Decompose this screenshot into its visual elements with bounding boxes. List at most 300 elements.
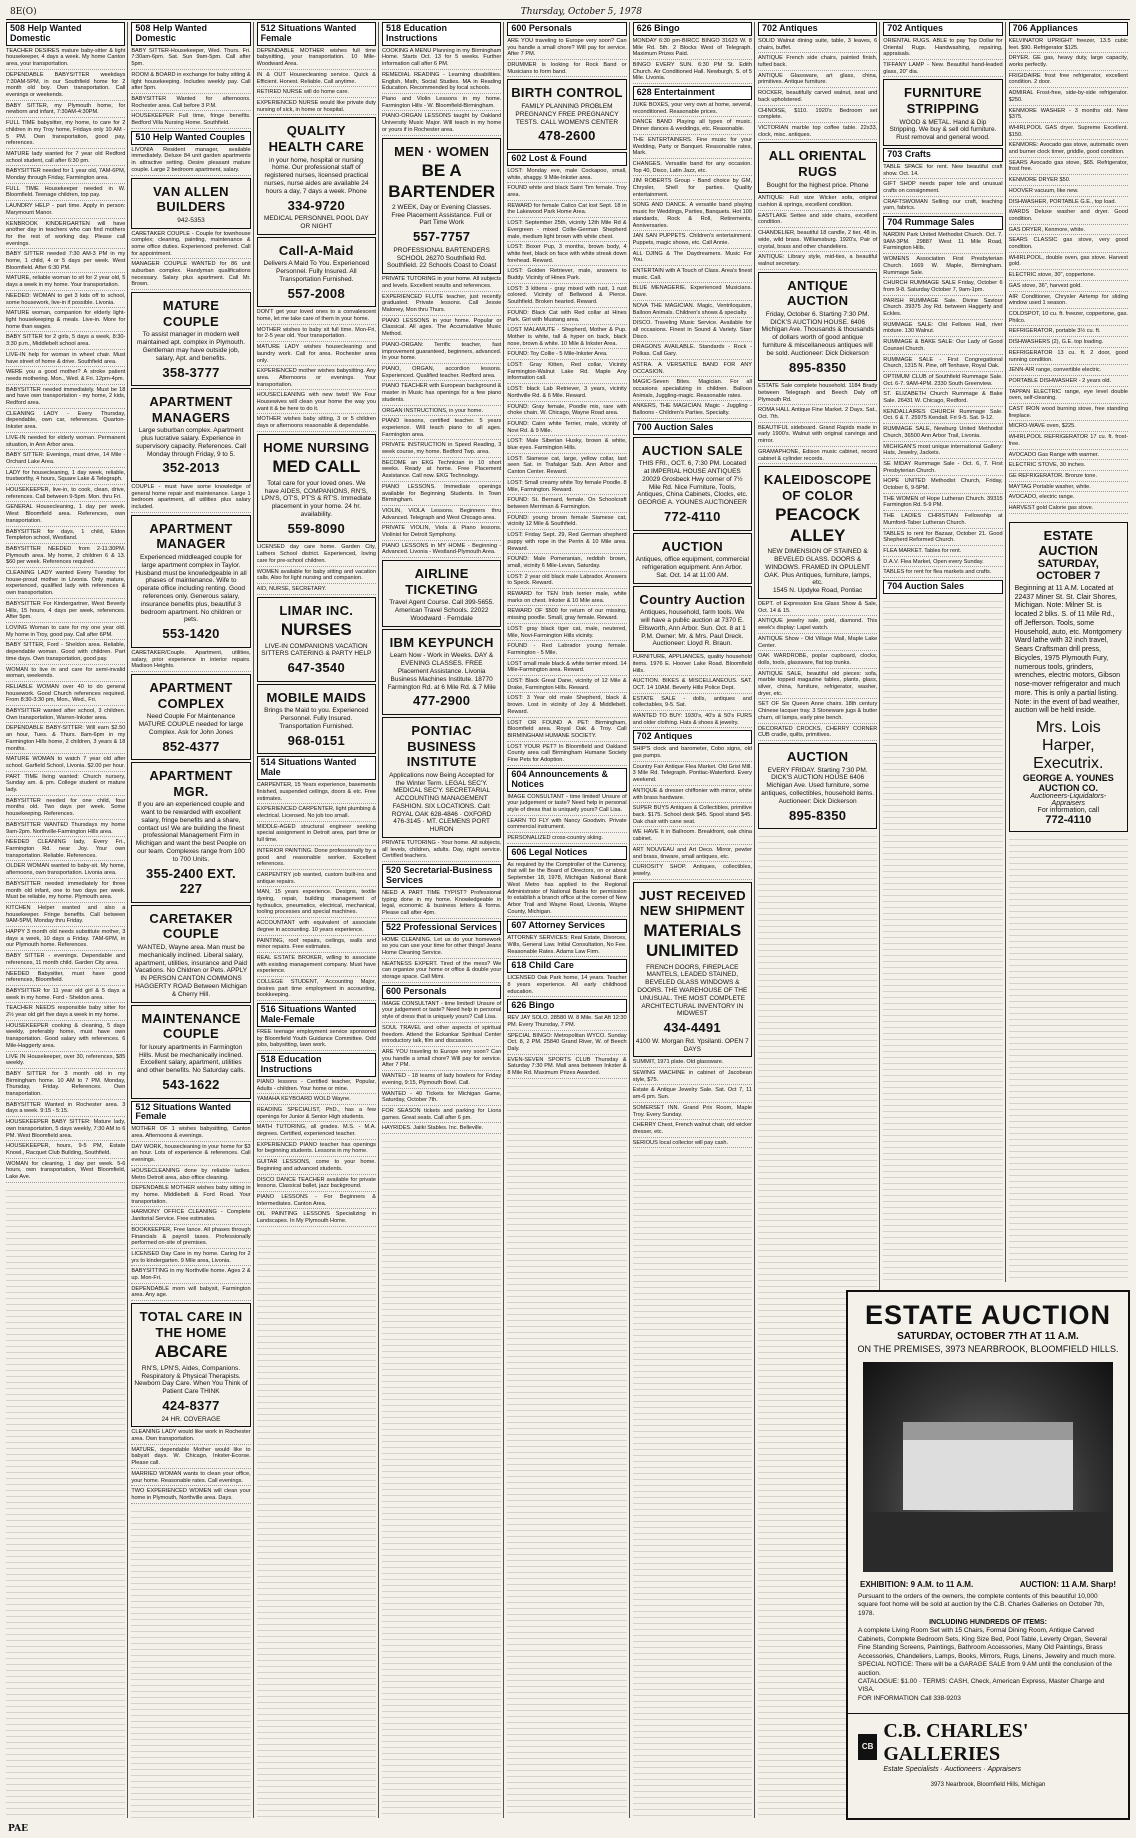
classified-ad: FOUND: Gray female, Poodle mix, rare with choke chain. W. Chicago, Wayne Road area. <box>507 404 626 419</box>
classified-column <box>257 22 379 1818</box>
classified-ad: FOUND: Toy Collie - 5 Mile-Inkster Area. <box>507 351 626 360</box>
section-header: 704 Auction Sales <box>883 580 1002 594</box>
estate-small-date: SATURDAY, OCTOBER 7 <box>1036 557 1101 582</box>
classified-ad: HOUSEKEEPER, hours, 9-5 PM, Estate Knowl., Racquet Club Building, Southfield. <box>6 1143 125 1158</box>
classified-ad: SEARS CLASSIC gas stove, very good condition. <box>1009 237 1128 252</box>
classified-ad: LOST YOUR PET? In Bloomfield and Oakland County area call Birmingham Humane Society Fine Pets for Adoption. <box>507 744 626 766</box>
display-ad <box>257 684 376 755</box>
classified-ad: ANTIQUE: Library style, mid-ties, a beautiful walnut secretary. <box>758 254 877 269</box>
display-ad-text: Delivers A Maid To You. Experienced Personnel. Fully Insured. All Transportation Furnished. <box>263 260 370 283</box>
classified-ad: LIVE-IN help for woman in wheel chair. Must have street of home & drive. Southfield area. <box>6 352 125 367</box>
classified-ad: NOVA THE MAGICIAN. Magic, Ventriloquism, Balloon Animals. Children's shows & specialty. <box>633 303 752 318</box>
classified-ad: ST. ELIZABETH Church Rummage & Bake Sale. 26431 W. Chicago, Redford. <box>883 391 1002 406</box>
classified-ad: LOST: 2 year old black male Labrador. Answers to Speck. Reward. <box>507 574 626 589</box>
section-header: 706 Appliances <box>1009 22 1128 36</box>
column-continuation <box>883 596 1002 1282</box>
classified-ad: LADY for housecleaning, 1 day week, reliable, trustworthy, 4 hours, Square Lake & Telegraph. <box>6 470 125 485</box>
estate-auction-date: SATURDAY, OCTOBER 7TH AT 11 A.M. <box>897 1331 1079 1342</box>
section-header: 522 Professional Services <box>382 921 501 935</box>
gallery-logo-icon: CB <box>858 1734 877 1760</box>
classified-ad: WOMENS Association First Presbyterian Church. 1669 W. Maple, Birmingham. Rummage Sale. <box>883 256 1002 278</box>
classified-ad: LICENSED day care home. Garden City, Lathers School district. Experienced, loving care for pre-school children. <box>257 544 376 566</box>
classified-ad: AVOCADO, electric range. <box>1009 494 1128 503</box>
section-header: 700 Auction Sales <box>633 421 752 435</box>
display-ad-name: CARETAKER COUPLE <box>149 910 233 942</box>
classified-ad: EASTLAKE Settee and side chairs, excellent condition. <box>758 213 877 228</box>
classified-ad: CLEANING LADY wanted Every Tuesday for house-proud mother in Livonia. Only mature, experienced, qualified lady with references & own transportation. <box>6 570 125 599</box>
classified-ad: MOTHER OF 1 wishes babysitting, Canton area. Afternoons & evenings. <box>131 1126 250 1141</box>
classified-ad: BABYSITTER needed immediately. Must be 18 and have own transportation - my home, 2 kids, Redford area. <box>6 387 125 409</box>
classified-ad: CURIOSITY SHOP. Antiques, collectibles, jewelry. <box>633 864 752 879</box>
classified-ad: CHINOISE, $110. 1920's Bedroom set complete. <box>758 108 877 123</box>
classified-ad: IMAGE CONSULTANT - time limited! Unsure of your judgement or taste? Need help in personal style of dress that is uniquely yours? Call Lisa. <box>382 1001 501 1023</box>
classified-ad: SE MIDAY Rummage Sale - Oct. 6, 7. First Presbyterian Church. <box>883 461 1002 476</box>
display-ad-name: FURNITURE STRIPPING <box>904 85 982 116</box>
classified-ad: HARMONY OFFICE CLEANING - Complete Janitorial Service. Free estimates. <box>131 1209 250 1224</box>
display-ad-line: 24 HR. COVERAGE <box>161 1415 221 1423</box>
classified-ad: RUMMAGE SALE: Old Fellows Hall, river mixture. 130 Walnut. <box>883 322 1002 337</box>
classified-ad: PIANO-ORGAN LESSONS taught by Oakland University Music Major. Will teach in my home or yours if in Rochester area. <box>382 113 501 135</box>
classified-ad: HOOVER vacuum, like new. <box>1009 188 1128 197</box>
classified-ad: IMAGE CONSULTANT - time limited! Unsure of your judgement or taste? Need help in personal style of dress that is uniquely yours? Call Lisa. <box>507 794 626 816</box>
display-ad-name: Country Auction <box>639 591 746 607</box>
classified-ad: LOST: Friday Sept. 29, Red German shepherd puppy with rope in the Perrin & 10 Mile area. Reward. <box>507 532 626 554</box>
bottom-mark: PAE <box>8 1824 28 1834</box>
classified-ad: GENERAL Housecleaning, 1 day per week. West Bloomfield area. References, own transportation. <box>6 504 125 526</box>
classified-ad: DANCE BAND Playing all types of music. Dinner dances & weddings, etc. Reasonable. <box>633 119 752 134</box>
classified-ad: MAGIC-Seven Bites. Magician. For all occasions specializing in children. Balloon Animals, Juggling-magic. Reasonable rates. <box>633 379 752 401</box>
classified-ad: PRIVATE VIOLIN, Viola & Piano lessons. Violinist for Detroit Symphony. <box>382 525 501 540</box>
section-header: 508 Help Wanted Domestic <box>131 22 250 46</box>
classified-ad: MATURE, dependable Mother would like to babysit days. W. Chicago, Inkster-Ecorse. Please call. <box>131 1447 250 1469</box>
classified-ad: BABY SITTER for 2 girls, 5 days a week, 8:30-3:30 p.m., Middlebelt school area. <box>6 334 125 349</box>
gallery-tagline: Estate Specialists · Auctioneers · Appraisers <box>883 1766 1021 1774</box>
classified-ad: ENTERTAIN with A Touch of Class. Area's finest music. Call. <box>633 268 752 283</box>
section-header: 518 Education Instructions <box>382 22 501 46</box>
classified-ad: WOMEN available for baby sitting and vacation calls. Also for light nursing and companion. <box>257 569 376 584</box>
column-continuation <box>6 1185 125 1818</box>
display-ad-line: PROFESSIONAL BARTENDERS SCHOOL 26270 Southfield Rd. Southfield. 22 Schools Coast to Coast <box>386 246 497 270</box>
display-ad-name: HOME NURSING <box>263 439 370 455</box>
classified-ad: BABYSITTER for 11 year old girl & 5 days a week in my home. Ford - Sheldon area. <box>6 988 125 1003</box>
classified-ad: FULL TIME Housekeeper needed in W. Bloomfield. Teenage children, top pay. <box>6 186 125 201</box>
classified-ad: BABYSITTER Wanted in Rochester area. 3 days a week. 9:15 - 5:15. <box>6 1102 125 1117</box>
display-ad-phone: 477-2900 <box>412 693 471 709</box>
estate-small-role: Auctioneers-Liquidators-Appraisers <box>1030 793 1107 807</box>
display-ad-phone: 358-3777 <box>162 364 220 380</box>
display-ad-name: AUCTION <box>661 538 723 554</box>
classified-ad: RELIABLE WOMAN over 40 to do general housework. Good Church references required. From 8:30-3:30 pm, Mon., Wed., Fri. <box>6 684 125 706</box>
display-ad-huge: NURSES <box>280 620 352 640</box>
classified-ad: NARDIN Park United Methodist Church. Oct. 7. 9AM-3PM. 29887 West 11 Mile Road, Farmington Hills. <box>883 232 1002 254</box>
classified-ad: PRIVATE INSTRUCTION in Speed Reading, 3 week course, my home. Bedford Twp. area. <box>382 442 501 457</box>
classified-ad: HOUSECLEANING done by reliable ladies. Metro Detroit area, also office cleaning. <box>131 1168 250 1183</box>
classified-ad: COUPLE - must have some knowledge of general home repair and maintenance. Large 1 bedroom apartment, all utilities plus salary included. <box>131 484 250 513</box>
classified-ad: REFRIGERATOR 13 cu. ft. 2 door, good running condition. <box>1009 350 1128 365</box>
section-header: 602 Lost & Found <box>507 152 626 166</box>
display-ad <box>382 560 501 627</box>
classified-ad: DAY WORK, housecleaning in your home for $3 an hour. Lots of experience & references. Call evenings. <box>131 1144 250 1166</box>
gallery-logo-row <box>848 1713 1128 1779</box>
classified-ad: CLEANING LADY would like work in Rochester area. Own transportation. <box>131 1429 250 1444</box>
classified-ad: MATURE LADY wishes housecleaning and laundry work. Call for area. Rochester area only. <box>257 344 376 366</box>
classified-ad: TABLE SPACE for rent. New beautiful craft show. Oct. 14. <box>883 164 1002 179</box>
classified-ad: MONDAY 6:30 pm-BIRCC BINGO 31623 W. 8 Mile Rd. 5th. 2 Blocks West of Telegraph. Maximum Prizes Paid. <box>633 38 752 60</box>
classified-ad: GAS stove, 36", harvest gold. <box>1009 283 1128 292</box>
classified-ad: AIR Conditioner, Chrysler Airtemp for sliding window used 1 season. <box>1009 294 1128 309</box>
classified-ad: PAINTING, roof repairs, ceilings, walls and minor repairs. Free estimates. <box>257 938 376 953</box>
display-ad-name: MEN · WOMEN <box>394 143 490 159</box>
estate-small-executrix: Mrs. Lois Harper, Executrix. <box>1033 719 1104 772</box>
classified-ad: SUPER BUYS Antiques & Collectibles, primitive back. $175. School desk $45. Spool stand $45. Oak chair with cane seat. <box>633 805 752 827</box>
classified-ad: JAN SAN PUPPETS. Children's entertainment. Puppets, magic shows, etc. Call Annie. <box>633 233 752 248</box>
classified-ad: AID, NURSE, SECRETARY. <box>257 586 376 595</box>
display-ad-text: Learn Now - Work in Weeks. DAY & EVENING CLASSES. FREE Placement Assistance. Livonia Business Machines Institute. 18770 Farmington Rd. at 6 Mile Rd. & 7 Mile <box>387 652 496 691</box>
classified-ad: READING SPECIALIST, PhD., has a few openings for Junior & Senior High students. <box>257 1107 376 1122</box>
classified-ad: EXPERIENCED CARPENTER, light plumbing & electrical. Licensed. No job too small. <box>257 806 376 821</box>
display-ad-text: FRENCH DOORS, FIREPLACE MANTELS, LEADED STAINED, BEVELED GLASS WINDOWS & DOORS. THE WAREHOUSE OF THE UNUSUAL. THE MOST COMPLETE ARCHITECTURAL INVENTORY IN MIDWEST <box>637 963 748 1018</box>
classified-ad: SEWING MACHINE in cabinet of Jacobean style, $75. <box>633 1070 752 1085</box>
classified-ad: REWARD OF $500 for return of our missing, missing poodle. Small, gray female. Reward. <box>507 608 626 623</box>
classified-ad: SOLID Walnut dining suite, table, 3 leaves, 6 chairs, buffet. <box>758 38 877 53</box>
classified-ad: ROOM & BOARD in exchange for baby sitting & light housekeeping. Includes weekly pay. Call after 5pm. <box>131 72 250 94</box>
display-ad-text: THIS FRI., OCT. 6, 7:30 PM. Located at IMPERIAL HOUSE ANTIQUES 20029 Grosbeck Hwy corner of 7½ Mile Rd. Nice Furniture, Tools, Antiques, China Cabinets, Clocks, etc. GEORGE A. YOUNES AUCTIONEER <box>637 460 748 507</box>
display-ad <box>633 882 752 1058</box>
display-ad <box>507 79 626 150</box>
section-header: 510 Help Wanted Couples <box>131 131 250 145</box>
column-continuation <box>507 1081 626 1818</box>
display-ad-phone: 559-8090 <box>287 520 345 536</box>
classified-ad: LOST: gray black tiger cat, male, neutered, Mile, Novi-Farmington Hills vicinity. <box>507 626 626 641</box>
display-ad-name: AIRLINE TICKETING <box>405 566 479 597</box>
classified-ad: COLDSPOT, 10 cu. ft. freezer, coppertone, gas. Philco. <box>1009 311 1128 326</box>
classified-ad: FOUND - Red Labrador young female. Farmington - 5 Mile. <box>507 643 626 658</box>
classified-ad: ART NOUVEAU and Art Deco. Mirror, pewter and brass, tinware, small antiques, etc. <box>633 847 752 862</box>
classified-ad: LOST: Monday eve, male Cockapoo, small, white, shaggy. 9 Mile-Inkster area. <box>507 168 626 183</box>
display-ad-text: EVERY FRIDAY. Starting 7:30 PM. DICK'S AUCTION HOUSE 6406 Michigan Ave. Used furniture, some antiques, collectibles, household items. Auctioneer: Dick Dickerson <box>761 766 874 805</box>
classified-ad: CHERRY Chest, French walnut chair, old wicker dresser, etc. <box>633 1122 752 1137</box>
auction-details: Pursuant to the orders of the owners, the complete contents of this beautiful 10,000 square foot home will be sold at auction by the C.B. Charles Galleries on October 7th, 1978. INCLUDING HUNDREDS OF ITEMS: A complete Living Room Set with 15 Chairs, Formal Dining Room, Antique Carved Cabinets, Complete Bedroom Sets, King Size Bed, Pool Table, Leverty Organ, Several Fine Standing Screens, Paintings, Bathroom Accessories, Many Old Paintings, Brass Accessories, Chandeliers, Lamps, Books, Mirrors, Rugs, Linens, Jewelry and much more. SPECIAL NOTICE: There will be a GARAGE SALE from 9 AM until the conclusion of the auction. CATALOGUE: $1.00 · TERMS: CASH, Check, American Express, Master Charge and VISA. FOR INFORMATION Call 338-9203 <box>848 1589 1128 1707</box>
classified-column <box>382 22 504 1818</box>
display-ad-name: APARTMENT MGR. <box>149 768 233 799</box>
classified-ad: KENDALLAIRES CHURCH Rummage Sale. Oct. 6 & 7. 25975 Kendall. Fri 9-5. Sat. 9-12. <box>883 409 1002 424</box>
classified-ad: OPTIMUM CLUB of Southfield Rummage Sale. Oct. 6-7. 9AM-4PM. 2330 South Greenview. <box>883 374 1002 389</box>
estate-small-phone: 772-4110 <box>1045 814 1092 826</box>
section-header: 520 Secretarial-Business Services <box>382 864 501 888</box>
display-ad-name: TOTAL CARE IN THE HOME <box>139 1309 243 1340</box>
classified-ad: CHANGES. Versatile band for any occasion. Top 40, Disco, Latin Jazz, etc. <box>633 161 752 176</box>
classified-ad: MAN, 15 years experience. Designs, textile dyeing, repair, building management of hydraulics, pneumatics, electrical, mechanical, tooling processes and special machines. <box>257 889 376 918</box>
classified-ad: FRIGIDAIRE frost free refrigerator, excellent condition. 2 door. <box>1009 73 1128 88</box>
classified-ad: REWARD for TEN Irish terrier male, white marks on chest. Inkster & 10 Mile area. <box>507 591 626 606</box>
classified-ad: DEPENDABLE MOTHER wishes full time babysitting, your transportation. 10 Mile-Woodward Area. <box>257 48 376 70</box>
classified-ad: TABLES for rent for flea markets and crafts. <box>883 569 1002 578</box>
section-header: 600 Personals <box>507 22 626 36</box>
display-ad-name: AUCTION SALE <box>641 442 743 458</box>
display-ad-name: MATURE COUPLE <box>162 298 220 329</box>
classified-ad: PIANO-ORGAN: Terrific teacher, fast improvement guaranteed, beginners, advanced. In your home. <box>382 342 501 364</box>
classified-ad: ANTIQUE jewelry sale, gold, diamond. This week's display: Lapel watch. <box>758 618 877 633</box>
classified-ad: NEEDED: WOMAN to get 3 kids off to school, some housework, live-in if possible. Livonia. <box>6 293 125 308</box>
display-ad-phone: 557-7757 <box>412 229 471 245</box>
classified-ad: EXPERIENCED NURSE would like private duty nursing of sick, in home or hospital. <box>257 100 376 115</box>
page-number: 8E(O) <box>10 6 37 17</box>
classified-ad: WOMAN to live in and care for semi-invalid woman, weekends. <box>6 667 125 682</box>
classified-ad: HOUSEKEEPER BABY SITTER: Mature lady, own transportation, 5 days weekly, 7:30 AM to 6 PM. West Bloomfield area. <box>6 1119 125 1141</box>
estate-auction-location: ON THE PREMISES, 3973 NEARBROOK, BLOOMFIELD HILLS. <box>857 1344 1119 1354</box>
display-ad-text: Need Couple For Maintenance MATURE COUPLE needed for large Complex. Ask for John Jones <box>138 713 244 736</box>
display-ad-text: Antiques, household, farm tools. We will have a public auction at 7370 E. Ellsworth, Ann Arbor. Sun. Oct. 8 at 1 P.M. Owner: Mr. & Mrs. Paul Dreck. Auctioneer: Lloyd R. Braun. <box>638 609 746 648</box>
classified-ad: MATURE lady wanted for 7 year old Redford school student, call after 6:30 pm. <box>6 151 125 166</box>
info-phone: FOR INFORMATION Call 338-9203 <box>858 1694 961 1702</box>
display-ad <box>758 466 877 599</box>
classified-ad: EXPERIENCED FLUTE teacher, just recently graduated. Private lessons. Call Jessie Maloney, Mon thru Thurs. <box>382 294 501 316</box>
classified-ad: FURNITURE, APPLIANCES, quality household items. 1976 E. Hoover Lake Road. Bloomfield Hills. <box>633 654 752 676</box>
classified-ad: LICENSED Day Care in my home. Caring for 2 yrs to kindergarten. 9 Mile area, Livonia. <box>131 1251 250 1266</box>
classified-ad: DISHWASHERS (2), G.E. top loading. <box>1009 339 1128 348</box>
classified-ad: LOST: Black Great Dane, vicinity of 12 Mile & Drake, Farmington Hills. Reward. <box>507 678 626 693</box>
display-ad-phone: 895-8350 <box>788 807 847 823</box>
classified-ad: MAYTAG Portable washer, white. <box>1009 484 1128 493</box>
display-ad-name: AUCTION <box>786 748 849 764</box>
classified-ad: FULL TIME babysitter, my home, to care for 2 children in my Troy home, Fridays only 10 AM - 5 PM. Own transportation, good pay, references. <box>6 120 125 149</box>
classified-ad: JIM ROBERTS Group - Band choice by GM, Chrysler, Shell for parties. Quality entertainment. <box>633 178 752 200</box>
classified-ad: LOST: 3 Year old male Shepherd, black & brown. Lost in vicinity of Joy & Middlebelt. Reward. <box>507 695 626 717</box>
display-ad-name: BIRTH CONTROL <box>511 85 623 101</box>
estate-small-auctioneer: GEORGE A. YOUNES AUCTION CO. <box>1022 773 1114 793</box>
classified-column <box>1009 22 1130 1282</box>
classified-ad: SET OF Six Queen Anne chairs. 18th century Chinese lacquer tray. 3 Stoneware jugs & butter churn, oil lamps, early pine bench. <box>758 701 877 723</box>
classified-ad: BINGO EVERY SUN. 6:30 PM St. Edith Church. Air Conditioned Hall. Newburgh, S. of 5 Mile. Livonia. <box>633 62 752 84</box>
classified-ad: WANTED - 40 Tickets for Michigan Game, Saturday, October 7th. <box>382 1091 501 1106</box>
classified-ad: ESTATE SALE - dolls, antiques and collectables, 9-5. Sat. <box>633 696 752 711</box>
section-header: 626 Bingo <box>633 22 752 36</box>
display-ad-name: Call-A-Maid <box>278 242 354 258</box>
classified-ad: PIANO, ORGAN, accordion lessons. Experienced. Qualified teacher. Redford area. <box>382 366 501 381</box>
display-ad <box>382 717 501 838</box>
classified-ad: HAPPY 3 month old needs substitute mother, 3 days a week, 10 days a Friday. 7AM-6PM, in our Plymouth home. References. <box>6 929 125 951</box>
classified-ad: FOUND: Cairn white Terrier, male, vicinity of Novi Rd. & 9 Mile. <box>507 421 626 436</box>
classified-ad: KENMORE DRYER $50. <box>1009 177 1128 186</box>
classified-ad: BABYSITTER needed immediately for three month old infant, one to two days per week. Must be reliable, my home. Plymouth area. <box>6 881 125 903</box>
display-ad-text: Antiques, office equipment, commercial refrigeration equipment. Ann Arbor. Sat. Oct. 14 at 11:00 AM. <box>635 556 749 579</box>
section-header: 702 Antiques <box>758 22 877 36</box>
estate-small-title: ESTATE AUCTION <box>1038 527 1098 558</box>
auction-time: AUCTION: 11 A.M. Sharp! <box>1019 1580 1116 1589</box>
classified-ad: LAUNDRY HELP - part time. Apply in person: Marymount Manor. <box>6 203 125 218</box>
classified-ad: WHIRLPOOL GAS dryer. Supreme Excellent. $150. <box>1009 125 1128 140</box>
classified-column <box>633 22 755 1818</box>
classified-ad: DRAGONS AVAILABLE. Standards - Rock - Polkas. Call Gary. <box>633 344 752 359</box>
display-ad-phone: 478-2600 <box>538 128 596 144</box>
classified-ad: OLDER WOMAN wanted to baby-sit. My home, afternoons, own transportation. Livonia area. <box>6 863 125 878</box>
classified-ad: CARPENTER, 15 Years experience, basements finished, suspended ceilings, doors & etc. Free estimates. <box>257 782 376 804</box>
classified-ad: ELECTRIC stove, 30", coppertone. <box>1009 272 1128 281</box>
classified-ad: FOR SEASON tickets and parking for Lions games. Great seats. Call after 6 pm. <box>382 1108 501 1123</box>
classified-ad: RUMMAGE & BAKE SALE: Our Lady of Good Counsel Church. <box>883 339 1002 354</box>
section-header: 512 Situations Wanted Female <box>257 22 376 46</box>
display-ad-line: 942-5353 <box>177 216 205 224</box>
classified-ad: REFRIGERATOR, portable 3½ cu. ft. <box>1009 328 1128 337</box>
classified-ad: DISHWASHER, PORTABLE G.E., top load. <box>1009 199 1128 208</box>
classified-ad: CRAFTSWOMAN Selling our craft, teaching yarn, fabrics. <box>883 199 1002 214</box>
display-ad-phone: 772-4110 <box>663 508 721 524</box>
classified-ad: DON'T get your loved ones to a convalescent home, let me take care of them in your home. <box>257 309 376 324</box>
classified-ad: HOUSEKEEPER, live-in, to cook, clean, drive, references. Call between 9-5pm. Mon. thru Fri. <box>6 487 125 502</box>
display-ad <box>257 117 376 234</box>
display-ad-text: LIVE-IN COMPANIONS VACATION SITTERS CATERING & PARTY HELP <box>261 642 372 658</box>
auction-item-list: A complete Living Room Set with 15 Chairs, Formal Dining Room, Antique Carved Cabinets, Complete Bedroom Sets, King Size Bed, Pool Table, Leverty Organ, Several Fine Standing Screens, Paintings, Bathroom Accessories, Many Old Paintings, Brass Accessories, Chandeliers, Lamps, Books, Mirrors, Rugs, Linens, Jewelry and much more. <box>858 1627 1116 1660</box>
classified-ad: ANTIQUE & dresser chiffonier with mirror, white with brass hardware. <box>633 788 752 803</box>
classified-ad: BABY SITTER-Housekeeper, Wed. Thurs. Fri. 7:30am-6pm. Sat. Sun 9am-5pm. Call after 5pm. <box>131 48 250 70</box>
display-ad-text: Experienced middleaged couple for large apartment complex in Taylor. Husband must be knowledgeable in all phases of maintenance. Wife to operate office including renting. Good references only. Generous salary, insurance benefits plus, beautiful 3 bedroom apartment. No children or pets. <box>135 554 247 624</box>
classified-ad: REV JAY SOLO. 28580 W. 8 Mile. Sat Aft 12:30 PM. Every Thursday, 7 PM. <box>507 1015 626 1030</box>
auction-times <box>860 1580 1116 1589</box>
classified-ad: OAK WARDROBE, poplar cupboard, clocks, dolls, tools, glassware, flat top trunks. <box>758 653 877 668</box>
estate-auction-title: ESTATE AUCTION <box>865 1300 1111 1330</box>
display-ad-big: MATERIALS UNLIMITED <box>643 920 742 961</box>
classified-ad: LOST: Male Siberian Husky, brown & white, blue eyes. Farmington Hills. <box>507 438 626 453</box>
classified-ad: LOST small male black & white terrier mixed. 14 Mile-Farmington area. Reward. <box>507 661 626 676</box>
classified-ad: AUCTION. BIKES & MISCELLANEOUS. SAT. OCT. 14 10AM. Beverly Hills Police Dept. <box>633 678 752 693</box>
classified-ad: WANTED - 18 teams of lady bowlers for Friday evening, 9:15, Plymouth Bowl. Call. <box>382 1073 501 1088</box>
special-notice: SPECIAL NOTICE: There will be a GARAGE SALE from 9 AM until the conclusion of the auction. <box>858 1661 1112 1677</box>
display-ad <box>131 515 250 648</box>
classified-ad: ANTIQUE Show - Old Village Mall, Maple Lake Center. <box>758 636 877 651</box>
classified-ad: WARDS Deluxe washer and dryer. Good condition. <box>1009 209 1128 224</box>
display-ad-text: Large suburban complex. Apartment plus lucrative salary. Experience in supervisory capacity. References. Call Monday through Friday, 9 to 5. <box>135 427 247 458</box>
classified-ad: PIANO LESSONS in MY HOME - Beginning - Advanced. Livonia - Westland-Plymouth Area. <box>382 543 501 558</box>
classified-ad: YAMAHA KEYBOARD WOLD Wayne. <box>257 1096 376 1105</box>
classified-ad: RETIRED NURSE will do home care. <box>257 89 376 98</box>
display-ad-name: LIMAR INC. <box>279 602 354 618</box>
section-header: 704 Rummage Sales <box>883 216 1002 230</box>
classified-ad: GE REFRIGERATOR. Bronze tone. <box>1009 473 1128 482</box>
classified-ad: Estate & Antique Jewelry Sale. Sat. Oct 7, 11 am-6 pm. Sun. <box>633 1087 752 1102</box>
display-ad-phone: 553-1420 <box>162 626 220 642</box>
display-ad <box>257 597 376 682</box>
classified-ad: LEARN TO FLY with Nancy Goodwin. Private commercial instrument. <box>507 818 626 833</box>
column-continuation <box>633 1150 752 1818</box>
classified-ad: Piano and Violin Lessons in my home. Farmington Hills - W. Bloomfield-Birmingham. <box>382 96 501 111</box>
classified-ad: VIOLIN, VIOLA Lessons. Beginners thru Advanced. Telegraph and West Chicago area. <box>382 508 501 523</box>
display-ad-name: APARTMENT MANAGERS <box>149 394 233 425</box>
display-ad-name: MAINTENANCE COUPLE <box>141 1010 241 1042</box>
classified-ad: CAST IRON wood burning stove, free standing fireplace. <box>1009 406 1128 421</box>
display-ad <box>883 79 1002 146</box>
display-ad-text: in your home, hospital or nursing home. Our professional staff of registered nurses, licensed practical nurses, nurse aides are available 24 hours a day, 7 days a week. Phone <box>264 156 369 195</box>
display-ad-text: Total care for your loved ones. We have AIDES, COMPANIONS, RN'S, LPN'S, OT'S, PT'S & RT'S. Immediate placement in your home. 24 hr. availability. <box>261 479 372 519</box>
classified-ad: FOUND: young brown female Siamese cat, vicinity 12 Mile & Southfield. <box>507 515 626 530</box>
display-ad-text: 2 WEEK, Day or Evening Classes. Free Placement Assistance. Full or Part Time Work <box>391 203 492 227</box>
display-ad-name: QUALITY HEALTH CARE <box>268 123 365 154</box>
section-header: 512 Situations Wanted Female <box>131 1101 250 1125</box>
classified-ad: BABYSITTER Wanted for afternoons. Rochester area. Call before 3 P.M. <box>131 96 250 111</box>
classified-ad: KELVINATOR UPRIGHT freezer, 13.5 cubic feet. $90. Refrigerator $125. <box>1009 38 1128 53</box>
classified-ad: SHIP'S clock and barometer, Cobo signs, old gas pumps. <box>633 746 752 761</box>
display-ad <box>131 388 250 482</box>
section-header: 508 Help Wanted Domestic <box>6 22 125 46</box>
classified-ad: MICHIGAN'S most unique international Gallery: Hats, Jewelry, Jackets. <box>883 444 1002 459</box>
classified-ad: COOKING A MENU Planning in my Birmingham Home. Starts Oct. 13 for 5 weeks. Further information call after 6 PM. <box>382 48 501 70</box>
classified-ad: PRIVATE TUTORING - Your home. All subjects, all levels, children, adults. Day, night service. Certified teachers. <box>382 840 501 862</box>
classified-ad: TEACHER DESIRES mature baby-sitter & light housekeeper, 4 days a week. My home Canton area, your transportation. <box>6 48 125 70</box>
classified-ad: DRUMMER is looking for Rock Band or Musicians to form band. <box>507 62 626 77</box>
classified-ad: ACCOUNTANT with equivalent of associate degree in accounting. 10 years experience. <box>257 920 376 935</box>
classified-ad: BABYSITTER For Kindergartner, West Beverly Hills, 15 hours, 4 days per week, references. After 5pm. <box>6 601 125 623</box>
classified-ad: JENN-AIR range, convertible electric. <box>1009 367 1128 376</box>
display-ad-phone: 968-0151 <box>287 732 345 748</box>
terms: TERMS: CASH, Check, American Express, Master Charge and VISA. <box>858 1678 1105 1694</box>
classified-ad: KENMORE WASHER - 3 months old. New $375. <box>1009 108 1128 123</box>
classified-ad: ANKERS, THE MAGICIAN. Magic - Juggling - Balloons - Children's Parties. Specialty. <box>633 403 752 418</box>
classified-ad: LOST: Golden Retriever, male, answers to Buddy. Vicinity of Hines Park. <box>507 268 626 283</box>
classified-ad: BLUE MENAGERIE. Experienced Musicians. Dave. <box>633 285 752 300</box>
display-ad-name: VAN ALLEN BUILDERS <box>153 183 229 215</box>
classified-ad: ANTIQUE: Full size Wicker sofa, original cushion & springs, excellent condition. <box>758 195 877 210</box>
classified-ad: MATURE woman, companion for elderly light-light housekeeping & meals. Live-in. More for home than wages. <box>6 310 125 332</box>
display-ad-phone: 557-2008 <box>287 285 345 301</box>
estate-small-text: Beginning at 11 A.M. Located at 22437 Miner St. St. Clair Shores, Michigan. Note: Milner St. is located 2 blks. S. of 11 Mile Rd., off Jefferson. Tools, some Household, auto, etc. Montgomery Ward lathe with 32 inch travel, Sears Craftsman drill press, Bicycles, 1975 Plymouth Fury, numerous tools, grinders, wrenches, electric motors, Gibson nose-mover refrigerator and much more. This is only a partial listing. Note: in the event of bad weather, auction will be held inside. <box>1014 584 1122 715</box>
classified-ad: MATH TUTORING, all grades. M.S. - M.A. degrees. Certified, experienced teacher. <box>257 1124 376 1139</box>
classified-ad: PARISH RUMMAGE Sale. Divine Saviour Church. 39375 Joy Rd. between Haggerty and Eckles. <box>883 298 1002 320</box>
classified-ad: KENBROOK KINDERGARTEN will have another day in teachers who can find mothers for the rest of working day. Please call evenings. <box>6 221 125 250</box>
house-photo <box>863 1362 1113 1572</box>
classified-ad: CLEANING LADY - Every Thursday, dependable, own car, references. Quarton-Inkster area. <box>6 411 125 433</box>
classified-ad: HOUSEKEEPER Full time, fringe benefits. Bedford Villa Nursing Home. Southfield. <box>131 113 250 128</box>
display-ad <box>131 905 250 1003</box>
classified-ad: SPECIAL BINGO: Metropolitan WYCO. Sunday Oct. 8, 2 PM. 25840 Grand River, W. of Beech Daly. <box>507 1033 626 1055</box>
display-ad-text: NEW DIMENSION OF STAINED & BEVELED GLASS. DOORS & WINDOWS. FRAMED IN OPULENT OAK. Plus Antiques, furniture, lamps, etc. <box>764 548 872 587</box>
classified-ad: SEARS Avocado gas stove, $65. Refrigerator, frost free. <box>1009 160 1128 175</box>
section-header: 703 Crafts <box>883 148 1002 162</box>
classified-ad: HARVEST gold Calorie gas stove. <box>1009 505 1128 514</box>
classified-ad: MOTHER wishes baby sitting, 3 or 5 children days or afternoons reasonable & dependable. <box>257 416 376 431</box>
classified-ad: BABY SITTER, my Plymouth home, for newborn and infant, 7:30AM-4:30PM. <box>6 103 125 118</box>
classified-ad: CARETAKER/Couple. Apartment, utilities, salary, prior experience in interior repairs. Madison Heights. <box>131 650 250 672</box>
classified-ad: NEEDED CLEANING lady, Every Fri., Farmington Rd. near Joy. Your own transportation. Reliable. References. <box>6 839 125 861</box>
classified-ad: As required by the Comptroller of the Currency, that will be the Board of Directors, on or about September 18, 1978, Michigan National Bank West Metro has applied to the Regional Administrator of National Banks for permission to establish a branch office at the corner of New Arbor Trail and Wayne Road, Livonia, Wayne County, Michigan. <box>507 862 626 918</box>
classified-ad: FREE teenage employment service sponsored by Bloomfield Youth Guidance Committee. Odd jobs, babysitting, lawn work. <box>257 1029 376 1051</box>
classified-ad: THE LADIES CHRISTIAN Fellowship at Mumford-Taber Lutheran Church. <box>883 513 1002 528</box>
classified-ad: WHIRLPOOL REFRIGERATOR 17 cu. ft. frost-free. <box>1009 434 1128 449</box>
classified-ad: VICTORIAN marble top coffee table. 22x33, clock, misc. antiques. <box>758 125 877 140</box>
classified-ad: WERE you a good mother? A stroke patient needs mothering. Mon., Wed. & Fri. 12pm-4pm. <box>6 369 125 384</box>
classified-column <box>883 22 1005 1282</box>
classified-ad: KITCHEN Helper wanted and also a housekeeper. Fringe benefits. Call between 9AM-5PM, Monday thru Friday. <box>6 905 125 927</box>
column-continuation <box>382 1136 501 1818</box>
classified-ad: NEEDED Babysitter, must have good references, Bloomfield. <box>6 971 125 986</box>
display-ad-name: JUST RECEIVED NEW SHIPMENT <box>638 887 746 919</box>
classified-ad: LICENSED Oak Park home, 14 years. Teacher 8 years experience. All early childhood education. <box>507 975 626 997</box>
classified-ad: ANTIQUE Glassware, art glass, china, primitives. Antique furniture. <box>758 73 877 88</box>
display-ad <box>131 292 250 386</box>
classified-ad: LOVING Woman to care for my one year old. My home in Troy, good pay. Call after 6PM. <box>6 625 125 640</box>
classified-ad: SOUL TRAVEL and other aspects of spiritual freedom. Attend the Eckankar Spiritual Center introductory talk, film and discussion. <box>382 1025 501 1047</box>
classified-ad: TIFFANY LAMP - New. Beautiful hand-leaded glass, 20" dia. <box>883 62 1002 77</box>
display-ad-phone: 543-1622 <box>162 1077 220 1092</box>
classified-ad: IN & OUT Housecleaning service. Quick & Efficient. Honest. Reliable. Call anytime. <box>257 72 376 87</box>
auction-including: INCLUDING HUNDREDS OF ITEMS: <box>929 1619 1047 1627</box>
classified-ad: TAPPAN ELECTRIC range, eye level double oven, self-cleaning. <box>1009 389 1128 404</box>
classified-ad: FOUND: Black Cat with Red collar at Hines Park. Girl with Mustang area. <box>507 310 626 325</box>
classified-ad: WANTED TO BUY: 1930's, 40's & 50's FURS and older clothing. Hats & shoes & jewelry. <box>633 713 752 728</box>
section-header: 514 Situations Wanted Male <box>257 756 376 780</box>
classified-ad: ESTATE Sale complete household. 1184 Brady between Telegraph and Beech Daly off Plymouth Rd. <box>758 383 877 405</box>
classified-ad: OIL PAINTING LESSONS Specializing in Landscapes. In My Plymouth Home. <box>257 1211 376 1226</box>
folio-bar <box>6 4 1130 20</box>
section-header: 516 Situations Wanted Male-Female <box>257 1003 376 1027</box>
